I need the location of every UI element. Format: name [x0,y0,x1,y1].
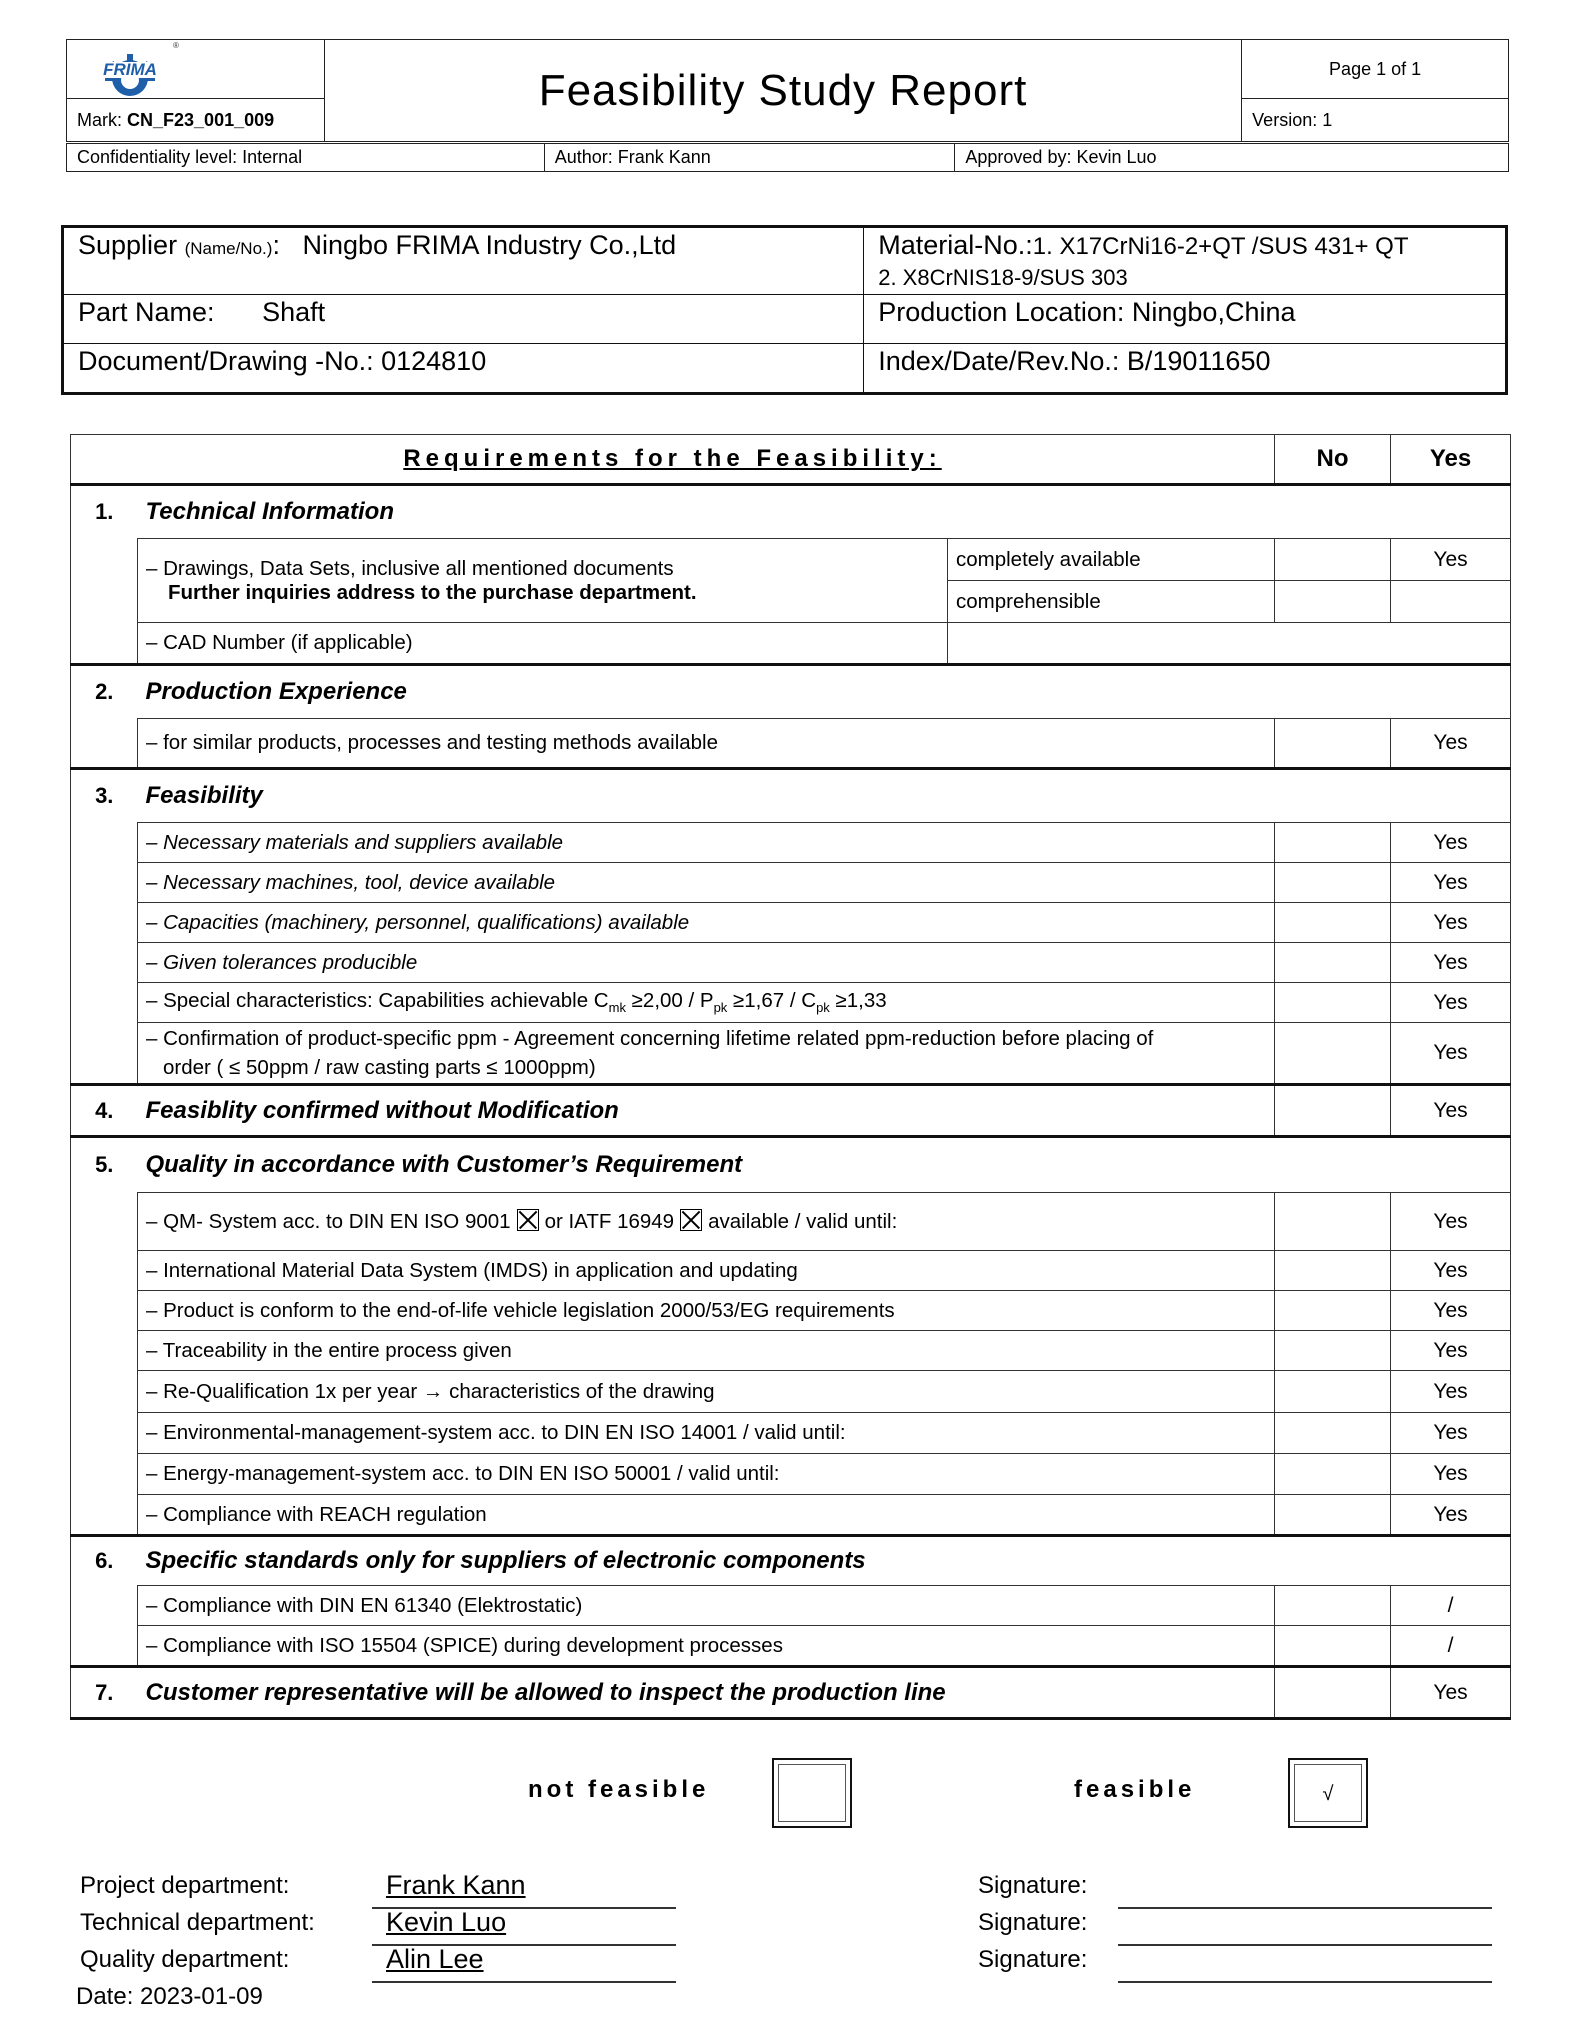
quality-item: – Product is conform to the end-of-life vehicle legislation 2000/53/EG requirements [138,1291,1275,1331]
special-sub-mk: mk [608,1000,626,1016]
special-characteristics [138,983,1275,1023]
quality-department-name: Alin Lee [386,1944,484,1974]
logo-text: FRIMA [103,60,157,79]
version: Version: 1 [1242,99,1509,142]
report-date: Date: 2023-01-09 [76,1983,263,2010]
not-feasible-checkbox[interactable] [772,1758,852,1828]
section-7-no [1275,1667,1391,1719]
section-1-spacer [71,539,138,581]
section-4-number: 4. [71,1085,138,1137]
electronics-item-no [1275,1586,1391,1626]
section-6-spacer [71,1586,138,1626]
feasible-checkmark: √ [1294,1764,1362,1822]
section-3-spacer [71,983,138,1023]
ppm-line-2: order ( ≤ 50ppm / raw casting parts ≤ 1000ppm) [163,1056,596,1079]
feasibility-item-no [1275,863,1391,903]
section-5-spacer [71,1251,138,1291]
header-table [66,39,1509,142]
part-name-cell [63,295,864,344]
quality-item: – Re-Qualification 1x per year → characteristics of the drawing [138,1371,1275,1413]
section-3-spacer [71,863,138,903]
mark-value: CN_F23_001_009 [127,109,275,130]
drawings-item [138,539,948,623]
not-feasible-label: not feasible [528,1776,710,1803]
section-3-title: Feasibility [138,769,1511,823]
quality-item-no [1275,1291,1391,1331]
further-inquiries: Further inquiries address to the purchase department. [168,580,697,604]
section-5-spacer [71,1495,138,1536]
quality-item-no [1275,1331,1391,1371]
qm-text-b: or IATF 16949 [544,1210,675,1233]
similar-products-item: – for similar products, processes and testing methods available [138,719,1275,769]
column-no: No [1275,435,1391,485]
section-6-number: 6. [71,1536,138,1586]
feasibility-item: – Necessary materials and suppliers available [138,823,1275,863]
section-7-number: 7. [71,1667,138,1719]
quality-item-no [1275,1495,1391,1536]
quality-department-label: Quality department: [80,1946,290,1973]
completely-available-yes: Yes [1391,539,1511,581]
section-6-spacer [71,1626,138,1667]
supplier-sublabel: (Name/No.) [184,239,273,258]
electronics-item-no [1275,1626,1391,1667]
feasibility-item: – Necessary machines, tool, device available [138,863,1275,903]
cad-number: – CAD Number (if applicable) [138,623,948,665]
feasibility-item-yes: Yes [1391,903,1511,943]
supplier-label: Supplier [78,230,178,260]
special-sub-pk: pk [713,1000,728,1016]
section-4-title: Feasiblity confirmed without Modification [138,1085,1275,1137]
comprehensible: comprehensible [948,581,1275,623]
index-date-rev: Index/Date/Rev.No.: B/19011650 [864,344,1507,394]
section-3-spacer [71,1023,138,1085]
section-3-spacer [71,943,138,983]
supplier-info-table [61,225,1508,395]
section-5-spacer [71,1371,138,1413]
section-3-number: 3. [71,769,138,823]
material-1: 1. X17CrNi16-2+QT /SUS 431+ QT [1032,233,1409,260]
quality-item-yes: Yes [1391,1495,1511,1536]
feasibility-item-yes: Yes [1391,943,1511,983]
special-characteristics-no [1275,983,1391,1023]
iatf16949-checkbox[interactable] [680,1209,702,1231]
section-3-spacer [71,823,138,863]
completely-available-no [1275,539,1391,581]
technical-department-label: Technical department: [80,1909,315,1936]
quality-item-yes: Yes [1391,1291,1511,1331]
electronics-item-yes: / [1391,1586,1511,1626]
supplier-value: Ningbo FRIMA Industry Co.,Ltd [302,230,677,260]
section-7-title: Customer representative will be allowed to inspect the production line [138,1667,1275,1719]
technical-signature-label: Signature: [978,1909,1088,1936]
not-feasible-mark [778,1764,846,1822]
comprehensible-yes [1391,581,1511,623]
quality-item: – Traceability in the entire process given [138,1331,1275,1371]
project-signature-line[interactable] [1118,1907,1492,1909]
confidentiality: Confidentiality level: Internal [67,144,545,172]
supplier-cell [63,227,864,295]
similar-products-no [1275,719,1391,769]
ppm-yes: Yes [1391,1023,1511,1085]
quality-item: – Energy-management-system acc. to DIN EN ISO 50001 / valid until: [138,1454,1275,1495]
electronics-item-yes: / [1391,1626,1511,1667]
special-text-b: ≥2,00 / P [625,989,714,1013]
quality-item-no [1275,1413,1391,1454]
qm-text-a: – QM- System acc. to DIN EN ISO 9001 [146,1210,511,1233]
project-department-name: Frank Kann [386,1870,526,1900]
feasibility-item-no [1275,903,1391,943]
special-text-a: – Special characteristics: Capabilities achievable C [146,989,609,1013]
feasibility-item: – Given tolerances producible [138,943,1275,983]
section-2-number: 2. [71,665,138,719]
section-5-spacer [71,1193,138,1251]
material-cell [864,227,1507,295]
quality-item: – Environmental-management-system acc. to DIN EN ISO 14001 / valid until: [138,1413,1275,1454]
cad-number-value [948,623,1511,665]
special-sub-pk2: pk [816,1000,830,1016]
mark-label: Mark: [77,109,122,130]
quality-item-no [1275,1371,1391,1413]
section-5-spacer [71,1413,138,1454]
meta-table [66,143,1509,172]
feasibility-item: – Capacities (machinery, personnel, qualifications) available [138,903,1275,943]
feasibility-item-yes: Yes [1391,863,1511,903]
material-2: 2. X8CrNIS18-9/SUS 303 [878,265,1128,290]
section-6-title: Specific standards only for suppliers of electronic components [138,1536,1511,1586]
project-signature-label: Signature: [978,1872,1088,1899]
quality-signature-label: Signature: [978,1946,1088,1973]
part-label: Part Name: [78,297,215,327]
section-1-title: Technical Information [138,485,1511,539]
iso9001-checkbox[interactable] [517,1209,539,1231]
quality-item-yes: Yes [1391,1331,1511,1371]
section-1-spacer [71,581,138,623]
page-number: Page 1 of 1 [1242,40,1509,99]
drawings-text: – Drawings, Data Sets, inclusive all mentioned documents [146,556,674,580]
approved-by: Approved by: Kevin Luo [955,144,1509,172]
section-7-yes: Yes [1391,1667,1511,1719]
feasible-label: feasible [1074,1776,1196,1803]
quality-item-yes: Yes [1391,1371,1511,1413]
technical-department-name: Kevin Luo [386,1907,507,1937]
feasible-checkbox[interactable] [1288,1758,1368,1828]
feasibility-item-no [1275,943,1391,983]
ppm-no [1275,1023,1391,1085]
qm-system-no [1275,1193,1391,1251]
special-text-d: ≥1,33 [829,989,887,1013]
completely-available: completely available [948,539,1275,581]
quality-item: – International Material Data System (IMDS) in application and updating [138,1251,1275,1291]
special-text-c: ≥1,67 / C [727,989,817,1013]
column-yes: Yes [1391,435,1511,485]
part-value: Shaft [262,297,326,327]
similar-products-yes: Yes [1391,719,1511,769]
feasibility-item-yes: Yes [1391,823,1511,863]
author: Author: Frank Kann [544,144,955,172]
feasibility-item-no [1275,823,1391,863]
quality-item-yes: Yes [1391,1454,1511,1495]
quality-name-line [372,1981,676,1983]
section-4-yes: Yes [1391,1085,1511,1137]
project-department-label: Project department: [80,1872,290,1899]
section-4-no [1275,1085,1391,1137]
qm-system-yes: Yes [1391,1193,1511,1251]
comprehensible-no [1275,581,1391,623]
special-characteristics-yes: Yes [1391,983,1511,1023]
qm-system-item [138,1193,1275,1251]
production-location: Production Location: Ningbo,China [864,295,1507,344]
drawing-number: Document/Drawing -No.: 0124810 [63,344,864,394]
section-1-spacer [71,623,138,665]
ppm-line-1: – Confirmation of product-specific ppm - Agreement concerning lifetime related ppm-reduction before placing of [146,1027,1154,1050]
supplier-colon: : [272,230,280,260]
technical-signature-line[interactable] [1118,1944,1492,1946]
section-5-spacer [71,1291,138,1331]
electronics-item: – Compliance with DIN EN 61340 (Elektrostatic) [138,1586,1275,1626]
svg-text:®: ® [173,41,179,50]
quality-item-no [1275,1454,1391,1495]
report-title: Feasibility Study Report [324,40,1241,142]
section-3-spacer [71,903,138,943]
requirements-table [70,434,1511,1720]
logo-cell [67,40,325,99]
material-label: Material-No.: [878,230,1033,260]
requirements-heading: Requirements for the Feasibility: [71,435,1275,485]
quality-item: – Compliance with REACH regulation [138,1495,1275,1536]
section-5-spacer [71,1331,138,1371]
frima-logo-icon [75,40,185,98]
mark-cell [67,99,325,142]
section-2-title: Production Experience [138,665,1511,719]
ppm-confirmation [138,1023,1275,1085]
section-2-spacer [71,719,138,769]
section-5-number: 5. [71,1137,138,1193]
electronics-item: – Compliance with ISO 15504 (SPICE) during development processes [138,1626,1275,1667]
qm-text-c: available / valid until: [708,1210,898,1233]
quality-signature-line[interactable] [1118,1981,1492,1983]
quality-item-no [1275,1251,1391,1291]
section-5-title: Quality in accordance with Customer’s Requirement [138,1137,1511,1193]
quality-item-yes: Yes [1391,1251,1511,1291]
section-5-spacer [71,1454,138,1495]
section-1-number: 1. [71,485,138,539]
quality-item-yes: Yes [1391,1413,1511,1454]
